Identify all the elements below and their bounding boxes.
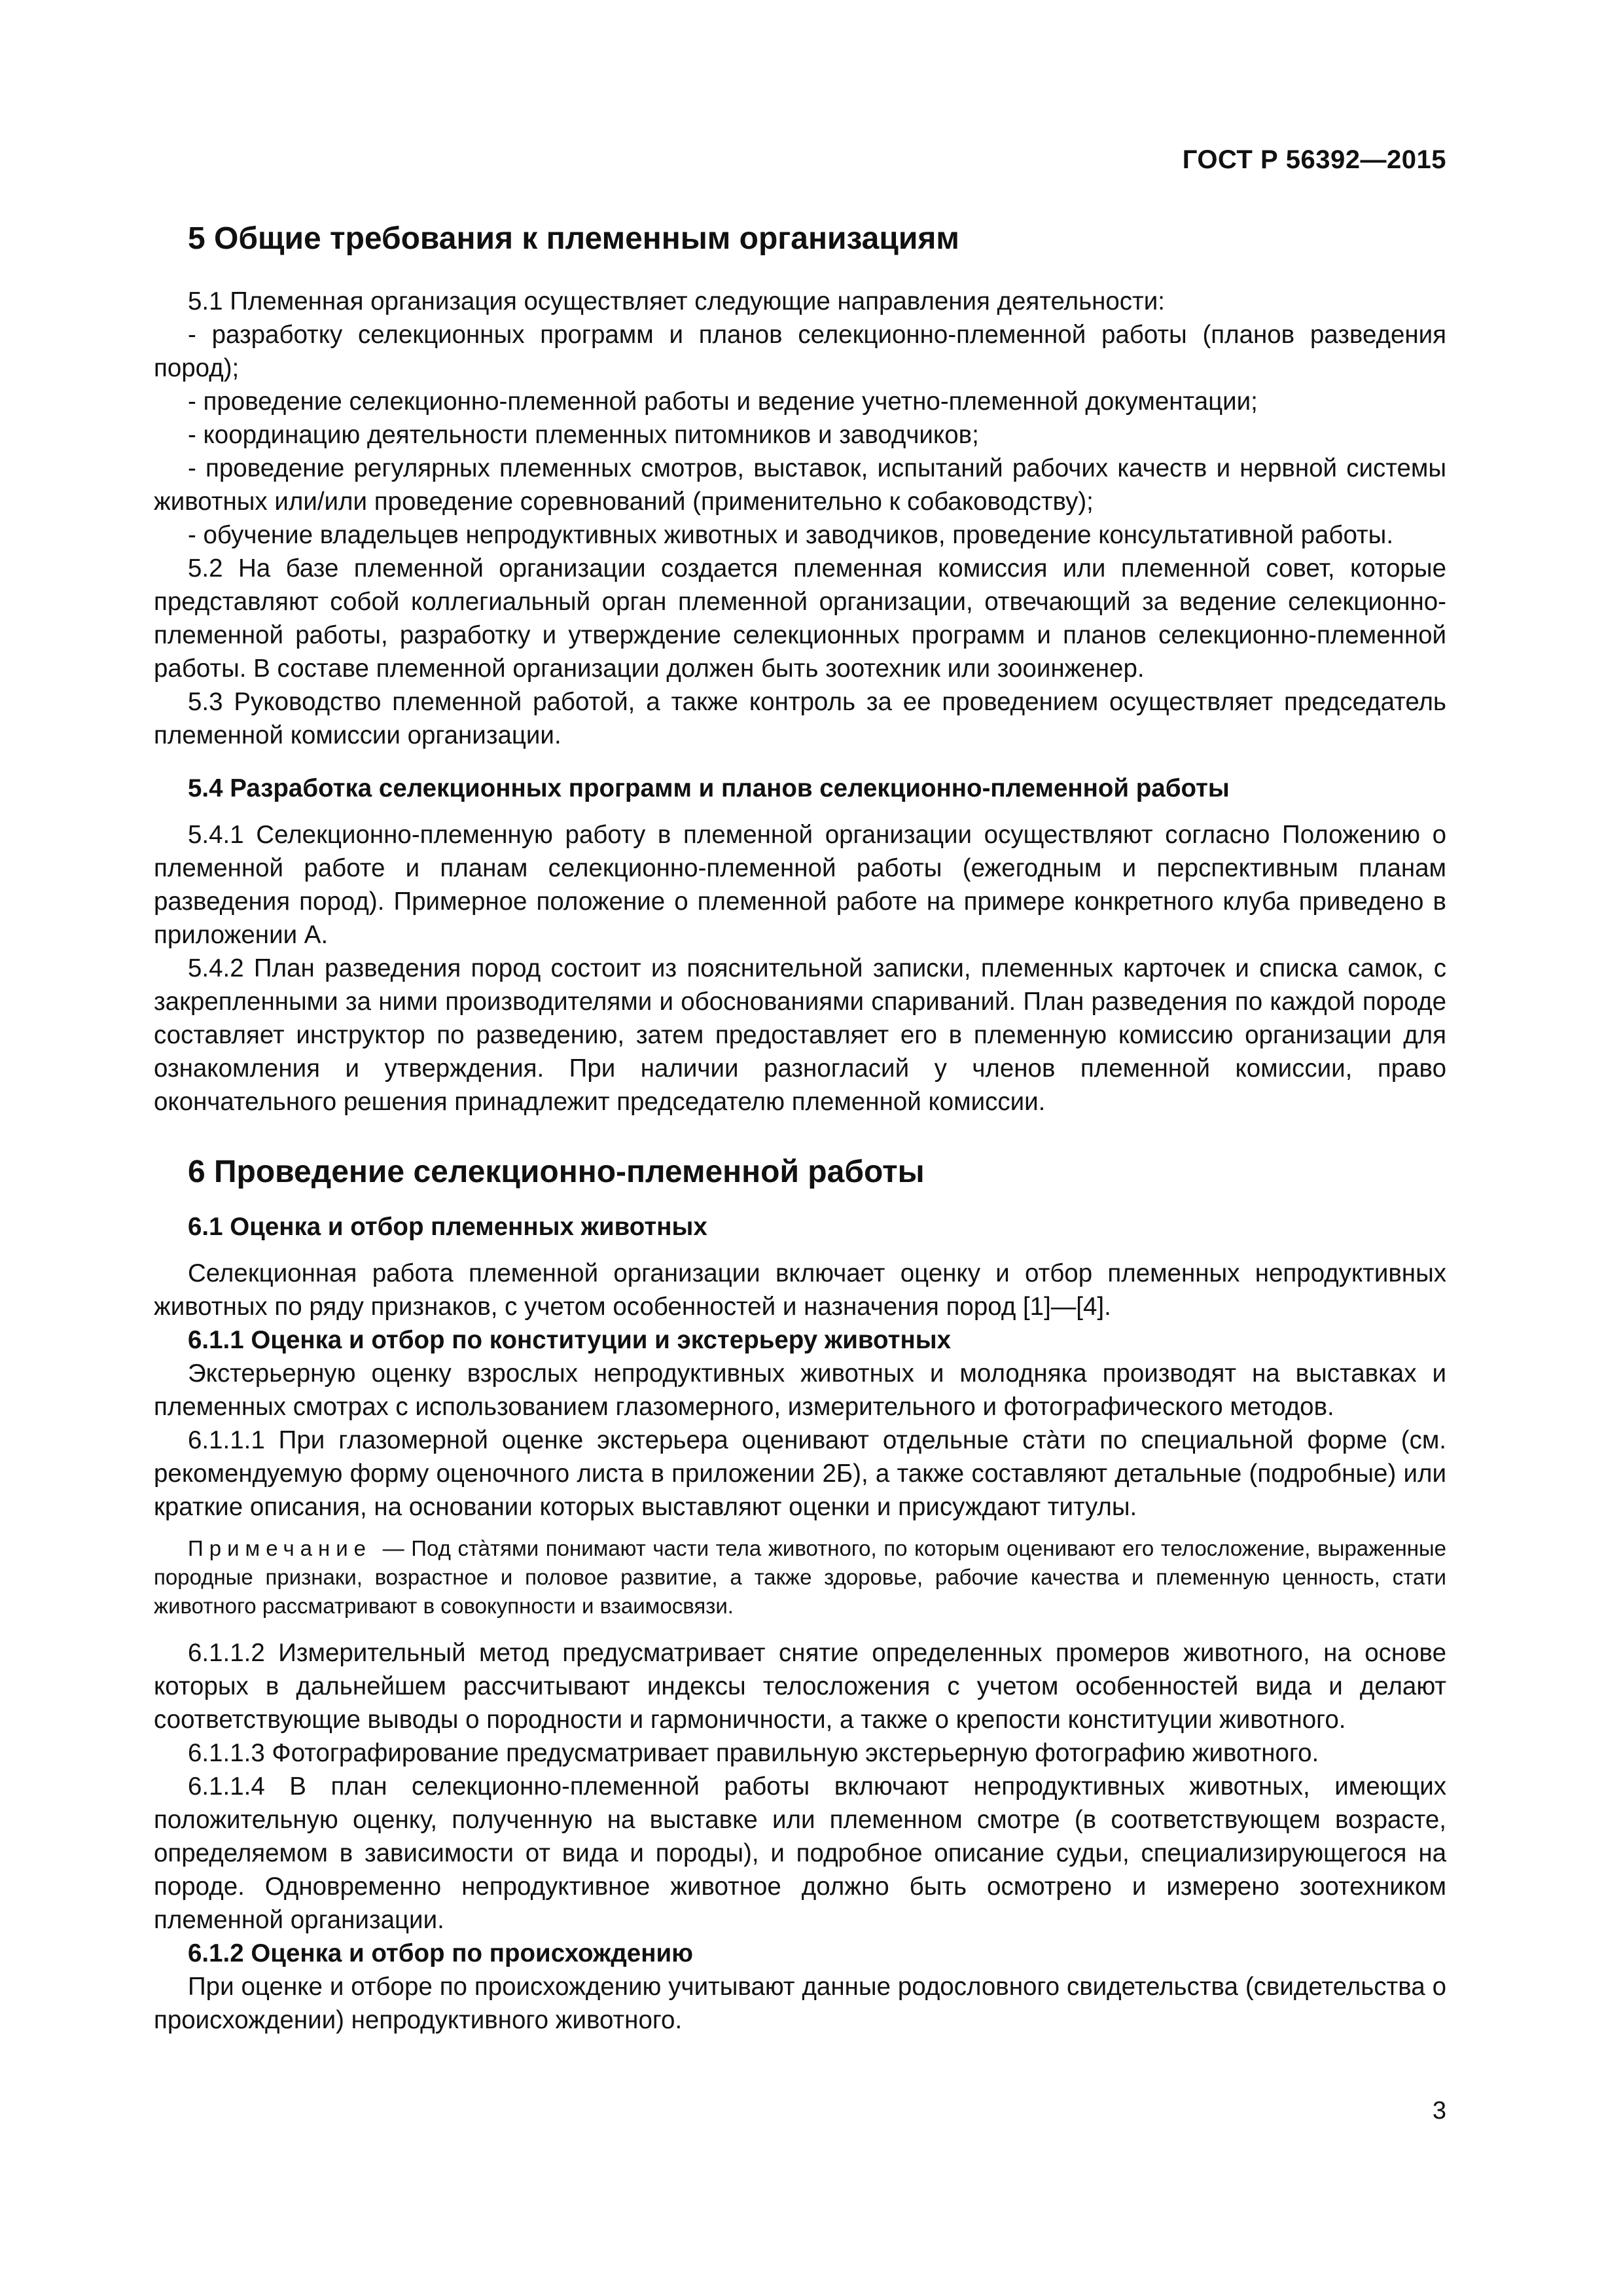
- subsection-6-1-1-title: 6.1.1 Оценка и отбор по конституции и экстерьеру животных: [188, 1326, 951, 1354]
- list-item: - проведение регулярных племенных смотров, выставок, испытаний рабочих качеств и нервной системы животных или/или проведение соревнований (применительно к собаководству);: [154, 454, 1446, 516]
- page-content: [154, 219, 1446, 2037]
- subsection-6-1-2-title: 6.1.2 Оценка и отбор по происхождению: [188, 1939, 694, 1967]
- list-item: - проведение селекционно-племенной работы и ведение учетно-племенной документации;: [188, 387, 1258, 416]
- list-item: - обучение владельцев непродуктивных животных и заводчиков, проведение консультативной работы.: [188, 521, 1394, 549]
- section-6-title: 6 Проведение селекционно-племенной работы: [188, 1155, 925, 1189]
- paragraph-5-4-1: 5.4.1 Селекционно-племенную работу в племенной организации осуществляют согласно Положению о племенной работе и планам селекционно-племенной работы (ежегодным и перспективным планам разведения пород). Примерное положение о племенной работе на примере конкретного клуба приведено в приложении А.: [154, 821, 1446, 949]
- document-code: ГОСТ Р 56392—2015: [1182, 145, 1446, 174]
- list-item: - координацию деятельности племенных питомников и заводчиков;: [188, 421, 979, 449]
- note: [154, 1534, 1446, 1621]
- paragraph-6-1-1-1: 6.1.1.1 При глазомерной оценке экстерьера оценивают отдельные ста̀ти по специальной форме (см. рекомендуемую форму оценочного листа в приложении 2Б), а также составляют детальные (подробные) или краткие описания, на основании которых выставляют оценки и присуждают титулы.: [154, 1426, 1446, 1521]
- list-item: - разработку селекционных программ и планов селекционно-племенной работы (планов разведения пород);: [154, 321, 1446, 382]
- section-5-title: 5 Общие требования к племенным организациям: [188, 221, 959, 256]
- paragraph-6-1-1-4: 6.1.1.4 В план селекционно-племенной работы включают непродуктивных животных, имеющих положительную оценку, полученную на выставке или племенном смотре (в соответствующем возрасте, определяемом в зависимости от вида и породы), и подробное описание судьи, специализирующегося на породе. Одновременно непродуктивное животное должно быть осмотрено и измерено зоотехником племенной организации.: [154, 1772, 1446, 1934]
- paragraph-6-1: Селекционная работа племенной организации включает оценку и отбор племенных непродуктивных животных по ряду признаков, с учетом особенностей и назначения пород [1]—[4].: [154, 1259, 1446, 1321]
- subsection-5-4-title: 5.4 Разработка селекционных программ и планов селекционно-племенной работы: [188, 774, 1230, 802]
- page-number: 3: [1432, 2097, 1446, 2125]
- subsection-6-1-title: 6.1 Оценка и отбор племенных животных: [188, 1213, 707, 1241]
- paragraph-5-4-2: 5.4.2 План разведения пород состоит из пояснительной записки, племенных карточек и списка самок, с закрепленными за ними производителями и обоснованиями спариваний. План разведения по каждой породе составляет инструктор по разведению, затем предоставляет его в племенную комиссию организации для ознакомления и утверждения. При наличии разногласий у членов племенной комиссии, право окончательного решения принадлежит председателю племенной комиссии.: [154, 954, 1446, 1116]
- paragraph-6-1-1-3: 6.1.1.3 Фотографирование предусматривает правильную экстерьерную фотографию животного.: [188, 1739, 1319, 1767]
- paragraph-6-1-1: Экстерьерную оценку взрослых непродуктивных животных и молодняка производят на выставках и племенных смотрах с использованием глазомерного, измерительного и фотографического методов.: [154, 1359, 1446, 1421]
- note-label: Примечание: [188, 1536, 372, 1560]
- note-text: — Под ста̀тями понимают части тела животного, по которым оценивают его телосложение, выраженные породные признаки, возрастное и половое развитие, а также здоровье, рабочие качества и племенную ценность, стати животного рассматривают в совокупности и взаимосвязи.: [154, 1536, 1446, 1618]
- paragraph-6-1-2: При оценке и отборе по происхождению учитывают данные родословного свидетельства (свидетельства о происхождении) непродуктивного животного.: [154, 1973, 1446, 2034]
- paragraph-5-2: 5.2 На базе племенной организации создается племенная комиссия или племенной совет, которые представляют собой коллегиальный орган племенной организации, отвечающий за ведение селекционно-племенной работы, разработку и утверждение селекционных программ и планов селекционно-племенной работы. В составе племенной организации должен быть зоотехник или зооинженер.: [154, 554, 1446, 683]
- paragraph-5-1: 5.1 Племенная организация осуществляет следующие направления деятельности:: [188, 287, 1165, 315]
- paragraph-5-3: 5.3 Руководство племенной работой, а также контроль за ее проведением осуществляет председатель племенной комиссии организации.: [154, 688, 1446, 749]
- paragraph-6-1-1-2: 6.1.1.2 Измерительный метод предусматривает снятие определенных промеров животного, на основе которых в дальнейшем рассчитывают индексы телосложения с учетом особенностей вида и делают соответствующие выводы о породности и гармоничности, а также о крепости конституции животного.: [154, 1639, 1446, 1734]
